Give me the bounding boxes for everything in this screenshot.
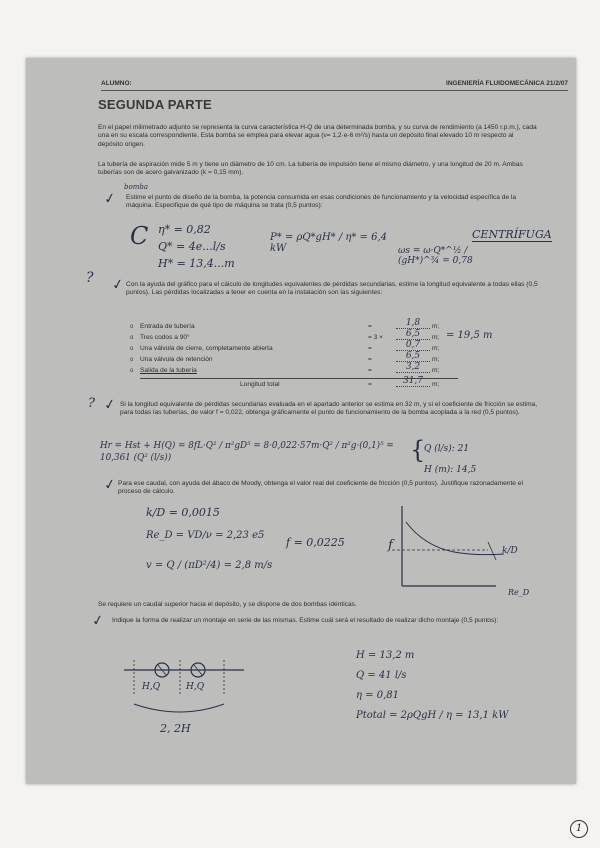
page-number: 1: [570, 820, 588, 838]
q5-flow: Q = 41 l/s: [356, 670, 407, 681]
loss-item-unit: m;: [432, 334, 440, 341]
span-arc: [134, 704, 224, 712]
loss-item-label: Entrada de tubería: [140, 323, 195, 330]
moody-re-label: Re_D: [508, 588, 530, 597]
loss-item-eq: =: [368, 367, 372, 374]
moody-f-label: f: [388, 538, 393, 553]
q4-check-mark: ✓: [102, 475, 117, 493]
moody-tick: [488, 542, 496, 560]
loss-item-eq: =: [368, 323, 372, 330]
loss-item-eq: = 3 ×: [368, 334, 384, 341]
q2-margin-mark: ?: [86, 270, 94, 286]
q4-text: Para ese caudal, con ayuda del ábaco de Moody, obtenga el valor real del coeficiente de fricción (0,5 puntos). Justifique razonadamente el proceso de cálculo.: [118, 480, 523, 496]
loss-item-eq: =: [368, 356, 372, 363]
q1-text: Estime el punto de diseño de la bomba, la potencia consumida en esas condiciones de funcionamiento y la velocidad específica de la máquina. Especifique de qué tipo de máquina se trata (0,5 puntos):: [126, 194, 517, 210]
total-label: Longitud total: [240, 381, 280, 388]
q1-eta: η* = 0,82: [158, 223, 211, 236]
loss-item-value: 6,5: [396, 351, 430, 362]
q5-intro: Se requiere un caudal superior hacia el depósito, y se dispone de dos bombas idénticas.: [98, 601, 357, 608]
q3-margin-mark: ?: [88, 396, 95, 411]
series-total-label: 2, 2H: [160, 722, 191, 735]
loss-item-eq: =: [368, 345, 372, 352]
q5-efficiency: η = 0,81: [356, 690, 399, 701]
loss-item-label: Salida de la tubería: [140, 367, 197, 374]
q5-text: Indique la forma de realizar un montaje en serie de las mismas. Estime cuál será el resultado de realizar dicho montaje (0,5 puntos):: [112, 617, 499, 624]
moody-kd-label: k/D: [502, 546, 518, 556]
q3-flow-result: Q (l/s): 21: [424, 444, 470, 454]
pipe-paragraph: La tubería de aspiración mide 5 m y tiene un diámetro de 10 cm. La tubería de impulsión tiene el mismo diámetro, y una longitud de 20 m. Ambas tuberías son de acero galvanizado (k = 0,15 mm).: [98, 161, 523, 177]
q5-head: H = 13,2 m: [356, 650, 415, 661]
q4-relative-roughness: k/D = 0,0015: [146, 506, 220, 519]
total-value: 31,7: [396, 376, 430, 387]
q1-specific-speed: ωs = ω·Q*^½ / (gH*)^¾ = 0,78: [398, 246, 473, 266]
q4-reynolds: Re_D = VD/ν = 2,23 e5: [146, 530, 265, 541]
series-pumps-sketch: [120, 650, 250, 730]
pump-2-label: H,Q: [186, 682, 205, 692]
q3-brace: {: [410, 436, 426, 464]
header-student-label: ALUMNO:: [101, 80, 132, 87]
header-course: INGENIERÍA FLUIDOMECÁNICA 21/2/07: [446, 80, 568, 87]
q4-friction: f = 0,0225: [286, 536, 345, 549]
loss-item-label: Una válvula de cierre, completamente abierta: [140, 345, 273, 352]
loss-item-value: 1,8: [396, 318, 430, 329]
q1-flow: Q* = 4e...l/s: [158, 240, 226, 253]
q1-machine-type: CENTRÍFUGA: [472, 228, 552, 241]
loss-item-label: Tres codos a 90°: [140, 334, 190, 341]
q2-text: Con la ayuda del gráfico para el cálculo de longitudes equivalentes de pérdidas secundarias, estime la longitud equivalente a todas ellas (0,5 puntos). Las pérdidas localizadas a tener en cuenta en la instalación son las siguientes:: [126, 281, 538, 297]
loss-item-value: 0,7: [396, 340, 430, 351]
q5-check-mark: ✓: [90, 611, 105, 629]
loss-item-value: 6,5: [396, 329, 430, 340]
q2-check-mark: ✓: [110, 275, 125, 293]
q1-power: P* = ρQ*gH* / η* = 6,4 kW: [270, 232, 388, 254]
q3-head-result: H (m): 14,5: [424, 465, 477, 475]
loss-item-extra: = 19,5 m: [446, 330, 493, 341]
q5-power: Ptotal = 2ρQgH / η = 13,1 kW: [356, 710, 509, 721]
moody-sketch: [384, 502, 544, 594]
total-unit: m;: [432, 381, 440, 388]
total-eq: =: [368, 381, 372, 388]
header-bar: [101, 78, 568, 91]
q4-velocity: v = Q / (πD²/4) = 2,8 m/s: [146, 560, 273, 571]
section-title: SEGUNDA PARTE: [98, 97, 212, 112]
loss-item-label: Una válvula de retención: [140, 356, 213, 363]
pump-1-label: H,Q: [142, 682, 161, 692]
q1-head: H* = 13,4...m: [158, 257, 235, 270]
q1-note: bomba: [124, 183, 148, 191]
q3-equation: Hr = Hst + H(Q) = 8fL·Q² / π²gD⁵ = 8·0,022·57m·Q² / π²g·(0,1)⁵ = 10,361 (Q² (l/s)): [100, 441, 394, 463]
q1-grade-mark: C: [130, 222, 149, 250]
loss-item-unit: m;: [432, 323, 440, 330]
loss-item-unit: m;: [432, 367, 440, 374]
loss-item-unit: m;: [432, 356, 440, 363]
intro-paragraph: En el papel milimetrado adjunto se representa la curva característica H-Q de una determinada bomba, y su curva de rendimiento (a 1450 r.p.m.), cada una en su escala correspondiente. Esta bomba se emplea para elevar agua (ν= 1,2·e-6 m²/s) hasta un depósito final elevado 10 m respecto al depósito origen.: [98, 124, 537, 148]
q3-text: Si la longitud equivalente de pérdidas secundarias evaluada en el apartado anterior se estima en 32 m, y si el coeficiente de fricción se estima, para todas las tuberías, de valor f = 0,022, obtenga gráficamente el punto de funcionamiento de la bomba acoplada a la red (0,5 puntos).: [120, 401, 538, 417]
loss-item-unit: m;: [432, 345, 440, 352]
loss-item-value: 3,2: [396, 362, 430, 373]
q3-check-mark: ✓: [102, 395, 117, 413]
q1-check-mark: ✓: [102, 189, 117, 207]
